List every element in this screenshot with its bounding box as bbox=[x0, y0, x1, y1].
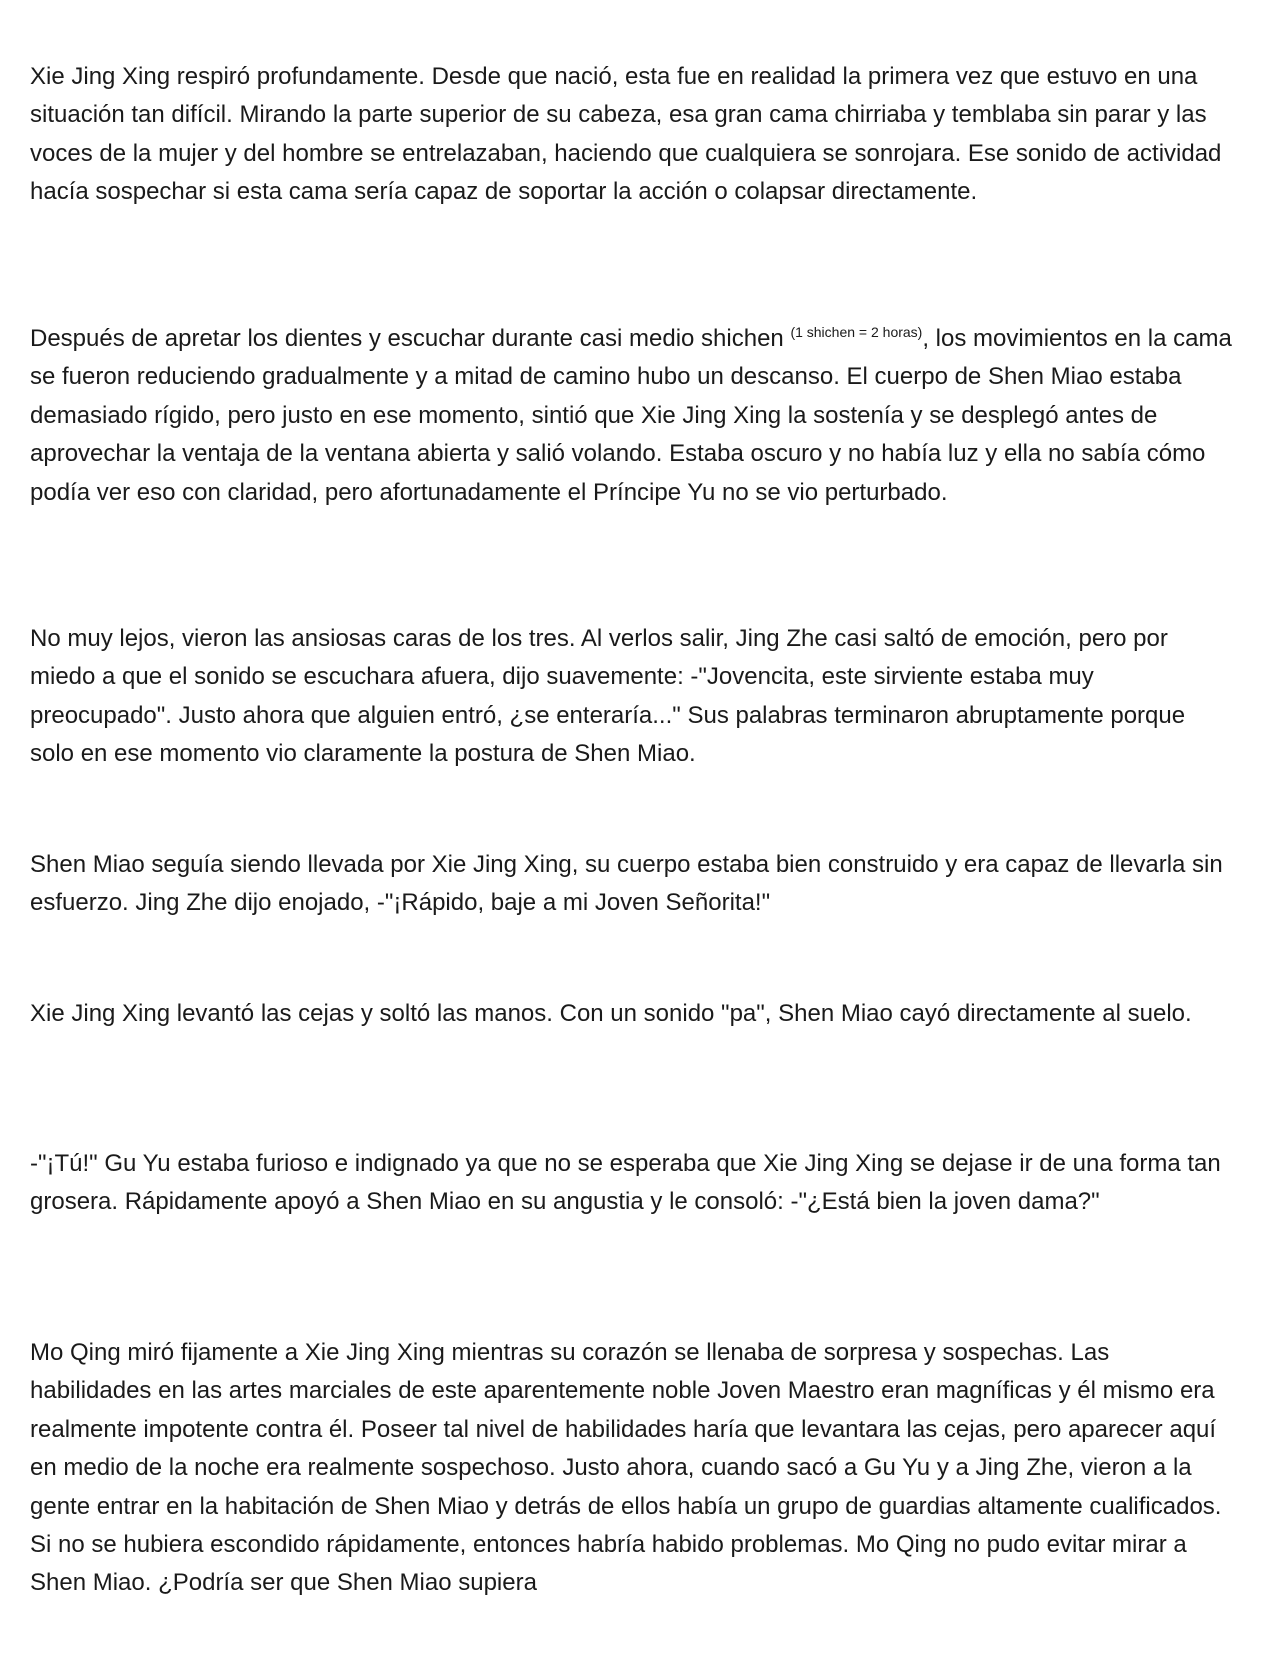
paragraph-2-text-after: , los movimientos en la cama se fueron reduciendo gradualmente y a mitad de camino hubo un descanso. El cuerpo de Shen Miao estaba demasiado rígido, pero justo en ese momento, sintió que Xie Jing Xing la sostenía y se desplegó antes de aprovechar la ventaja de la ventana abierta y salió volando. Estaba oscuro y no había luz y ella no sabía cómo podía ver eso con claridad, pero afortunadamente el Príncipe Yu no se vio perturbado. bbox=[30, 325, 1232, 506]
footnote-shichen: (1 shichen = 2 horas) bbox=[790, 324, 923, 340]
paragraph-1: Xie Jing Xing respiró profundamente. Desde que nació, esta fue en realidad la primera vez que estuvo en una situación tan difícil. Mirando la parte superior de su cabeza, esa gran cama chirriaba y temblaba sin parar y las voces de la mujer y del hombre se entrelazaban, haciendo que cualquiera se sonrojara. Ese sonido de actividad hacía sospechar si esta cama sería capaz de soportar la acción o colapsar directamente. bbox=[30, 63, 1222, 206]
paragraph-6: -"¡Tú!" Gu Yu estaba furioso e indignado ya que no se esperaba que Xie Jing Xing se dejase ir de una forma tan grosera. Rápidamente apoyó a Shen Miao en su angustia y le consoló: -"¿Está bien la joven dama?" bbox=[30, 1150, 1221, 1216]
paragraph-4: Shen Miao seguía siendo llevada por Xie Jing Xing, su cuerpo estaba bien construido y era capaz de llevarla sin esfuerzo. Jing Zhe dijo enojado, -"¡Rápido, baje a mi Joven Señorita!" bbox=[30, 851, 1223, 917]
paragraph-2-text-before: Después de apretar los dientes y escuchar durante casi medio shichen bbox=[30, 325, 791, 352]
paragraph-5: Xie Jing Xing levantó las cejas y soltó las manos. Con un sonido "pa", Shen Miao cayó directamente al suelo. bbox=[30, 1000, 1192, 1027]
paragraph-7: Mo Qing miró fijamente a Xie Jing Xing mientras su corazón se llenaba de sorpresa y sospechas. Las habilidades en las artes marciales de este aparentemente noble Joven Maestro eran magníficas y él mismo era realmente impotente contra él. Poseer tal nivel de habilidades haría que levantara las cejas, pero aparecer aquí en medio de la noche era realmente sospechoso. Justo ahora, cuando sacó a Gu Yu y a Jing Zhe, vieron a la gente entrar en la habitación de Shen Miao y detrás de ellos había un grupo de guardias altamente cualificados. Si no se hubiera escondido rápidamente, entonces habría habido problemas. Mo Qing no pudo evitar mirar a Shen Miao. ¿Podría ser que Shen Miao supiera bbox=[30, 1339, 1222, 1597]
paragraph-3: No muy lejos, vieron las ansiosas caras de los tres. Al verlos salir, Jing Zhe casi saltó de emoción, pero por miedo a que el sonido se escuchara afuera, dijo suavemente: -"Jovencita, este sirviente estaba muy preocupado". Justo ahora que alguien entró, ¿se enteraría..." Sus palabras terminaron abruptamente porque solo en ese momento vio claramente la postura de Shen Miao. bbox=[30, 625, 1186, 768]
paragraph-2 bbox=[30, 320, 1235, 512]
